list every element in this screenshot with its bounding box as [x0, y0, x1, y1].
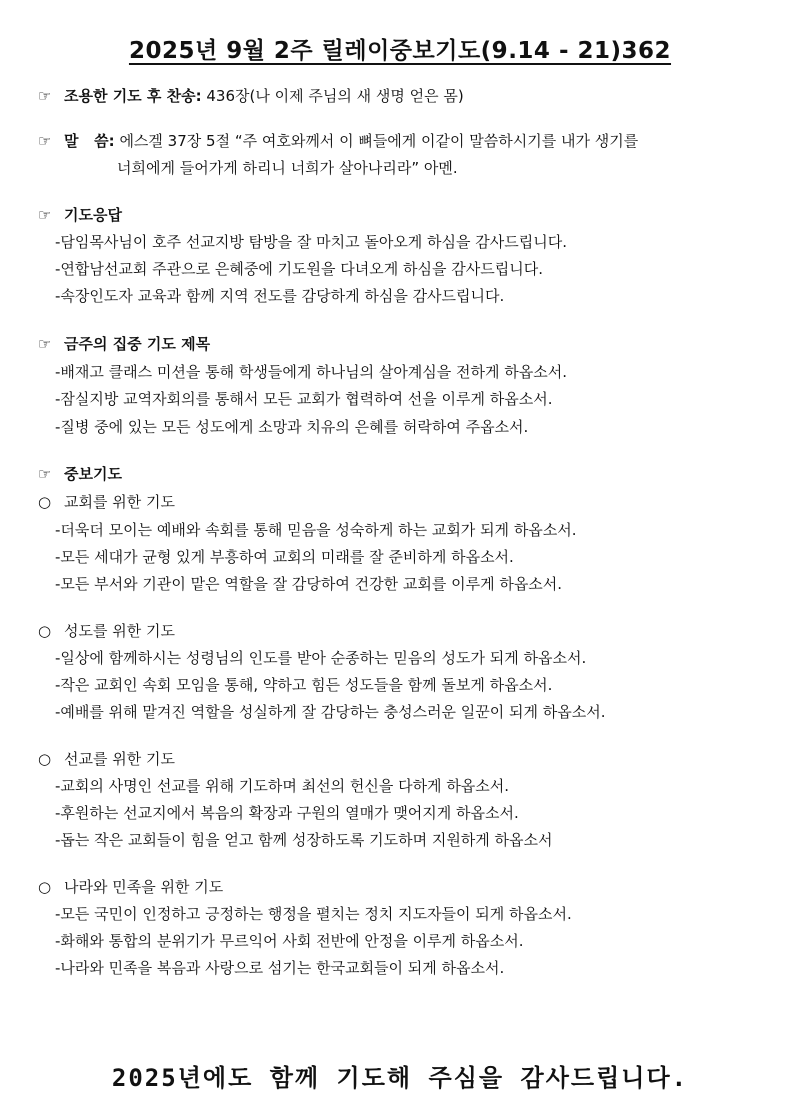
pointer-icon: ☞: [38, 335, 52, 353]
intercession-heading-text: 중보기도: [64, 465, 122, 483]
intercession-item: -나라와 민족을 복음과 사랑으로 섬기는 한국교회들이 되게 하옵소서.: [55, 959, 505, 977]
document-title: [0, 32, 800, 65]
intercession-item: -모든 국민이 인정하고 긍정하는 행정을 펼치는 정치 지도자들이 되게 하옵소서.: [55, 905, 572, 923]
intercession-heading: [38, 464, 122, 484]
focus-heading-text: 금주의 집중 기도 제목: [64, 335, 211, 353]
group-title-text: 성도를 위한 기도: [64, 622, 175, 640]
scripture-line-2: 너희에게 들어가게 하리니 너희가 살아나리라” 아멘.: [117, 159, 458, 177]
group-title-text: 교회를 위한 기도: [64, 493, 175, 511]
answered-item: -연합남선교회 주관으로 은혜중에 기도원을 다녀오게 하심을 감사드립니다.: [55, 260, 543, 278]
group-title-believers: [38, 621, 175, 641]
document-title-text: 2025년 9월 2주 릴레이중보기도(9.14 - 21)362: [128, 38, 672, 64]
hymn-label: 조용한 기도 후 찬송:: [64, 87, 202, 105]
focus-item: -배재고 클래스 미션을 통해 학생들에게 하나님의 살아계심을 전하게 하옵소서.: [55, 363, 568, 381]
group-title-church: [38, 492, 175, 512]
group-title-mission: [38, 749, 175, 769]
group-title-text: 나라와 민족을 위한 기도: [64, 878, 224, 896]
pointer-icon: ☞: [38, 206, 52, 224]
intercession-item: -후원하는 선교지에서 복음의 확장과 구원의 열매가 맺어지게 하옵소서.: [55, 804, 519, 822]
answered-item: -담임목사님이 호주 선교지방 탐방을 잘 마치고 돌아오게 하심을 감사드립니다.: [55, 233, 568, 251]
pointer-icon: ☞: [38, 465, 52, 483]
intercession-item: -모든 세대가 균형 있게 부흥하여 교회의 미래를 잘 준비하게 하옵소서.: [55, 548, 514, 566]
intercession-item: -모든 부서와 기관이 맡은 역할을 잘 감당하여 건강한 교회를 이루게 하옵소서.: [55, 575, 563, 593]
scripture-label: 말 씀:: [64, 132, 115, 150]
intercession-item: -화해와 통합의 분위기가 무르익어 사회 전반에 안정을 이루게 하옵소서.: [55, 932, 524, 950]
scripture-line-1: [38, 131, 638, 151]
answered-heading: [38, 205, 122, 225]
hymn-line: [38, 86, 464, 106]
intercession-item: -작은 교회인 속회 모임을 통해, 약하고 힘든 성도들을 함께 돌보게 하옵소서.: [55, 676, 553, 694]
circle-icon: ○: [38, 750, 52, 768]
scripture-text-1: 에스겔 37장 5절 “주 여호와께서 이 뼈들에게 이같이 말씀하시기를 내가 생기를: [119, 132, 639, 150]
focus-heading: [38, 334, 210, 354]
intercession-item: -예배를 위해 맡겨진 역할을 성실하게 잘 감당하는 충성스러운 일꾼이 되게 하옵소서.: [55, 703, 606, 721]
circle-icon: ○: [38, 878, 52, 896]
intercession-item: -교회의 사명인 선교를 위해 기도하며 최선의 헌신을 다하게 하옵소서.: [55, 777, 510, 795]
intercession-item: -더욱더 모이는 예배와 속회를 통해 믿음을 성숙하게 하는 교회가 되게 하옵소서.: [55, 521, 577, 539]
pointer-icon: ☞: [38, 132, 52, 150]
group-title-text: 선교를 위한 기도: [64, 750, 175, 768]
focus-item: -잠실지방 교역자회의를 통해서 모든 교회가 협력하여 선을 이루게 하옵소서.: [55, 390, 553, 408]
intercession-item: -돕는 작은 교회들이 힘을 얻고 함께 성장하도록 기도하며 지원하게 하옵소서: [55, 831, 553, 849]
circle-icon: ○: [38, 493, 52, 511]
hymn-text: 436장(나 이제 주님의 새 생명 얻은 몸): [206, 87, 464, 105]
circle-icon: ○: [38, 622, 52, 640]
closing-message: 2025년에도 함께 기도해 주심을 감사드립니다.: [111, 1064, 689, 1092]
intercession-item: -일상에 함께하시는 성령님의 인도를 받아 순종하는 믿음의 성도가 되게 하옵소서.: [55, 649, 587, 667]
group-title-nation: [38, 877, 223, 897]
answered-item: -속장인도자 교육과 함께 지역 전도를 감당하게 하심을 감사드립니다.: [55, 287, 505, 305]
focus-item: -질병 중에 있는 모든 성도에게 소망과 치유의 은혜를 허락하여 주옵소서.: [55, 418, 529, 436]
answered-heading-text: 기도응답: [64, 206, 122, 224]
pointer-icon: ☞: [38, 87, 52, 105]
